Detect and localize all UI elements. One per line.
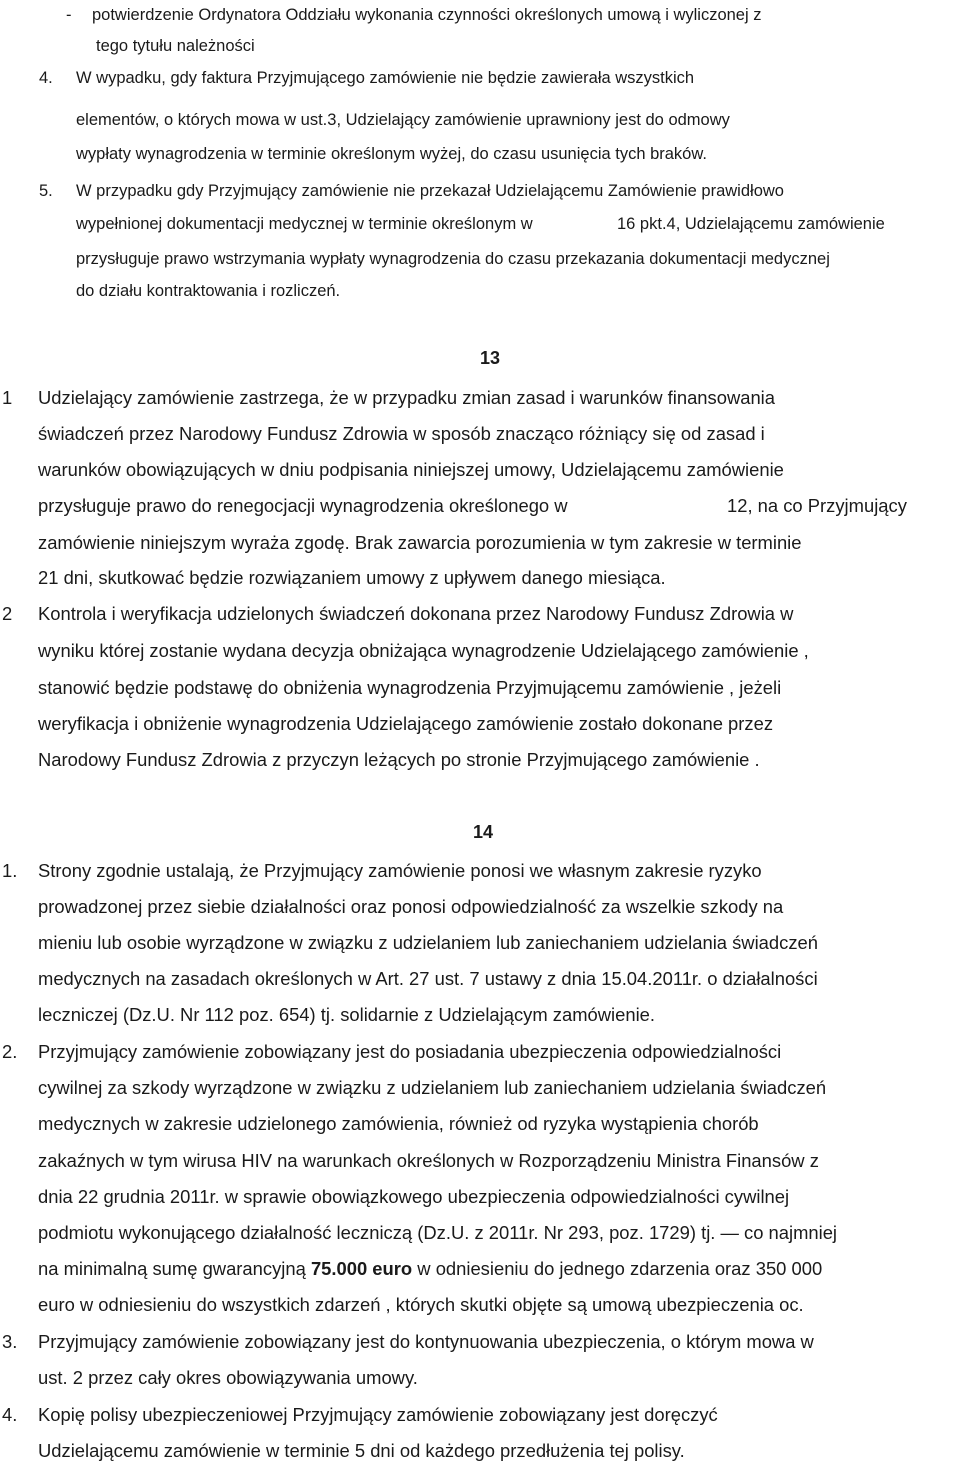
s13-item2-line-5: Narodowy Fundusz Zdrowia z przyczyn leżących po stronie Przyjmującego zamówienie .	[38, 749, 760, 770]
item5-line-4: do działu kontraktowania i rozliczeń.	[76, 282, 341, 300]
s14-item2-line-8: euro w odniesieniu do wszystkich zdarzeń , których skutki objęte są umową ubezpieczenia oc.	[38, 1294, 804, 1315]
s14-item2-line-6: podmiotu wykonującego działalność leczniczą (Dz.U. z 2011r. Nr 293, poz. 1729) tj. — co najmniej	[38, 1222, 838, 1243]
s14-item2-line-7-tail: w odniesieniu do jednego zdarzenia oraz 350 000	[417, 1258, 823, 1279]
item5-line-2-cont: 16 pkt.4, Udzielającemu zamówienie	[617, 215, 885, 233]
dash-item-line-1: potwierdzenie Ordynatora Oddziału wykonania czynności określonych umową i wyliczonej z	[92, 6, 762, 24]
s14-item2-line-5: dnia 22 grudnia 2011r. w sprawie obowiązkowego ubezpieczenia odpowiedzialności cywilnej	[38, 1186, 790, 1207]
s14-item4-line-1: Kopię polisy ubezpieczeniowej Przyjmujący zamówienie zobowiązany jest doręczyć	[38, 1404, 718, 1425]
s13-item2-number: 2	[2, 603, 13, 624]
dash-marker: -	[66, 6, 72, 24]
item5-number: 5.	[39, 182, 53, 200]
item4-line-1: W wypadku, gdy faktura Przyjmującego zamówienie nie będzie zawierała wszystkich	[76, 69, 695, 87]
s13-item1-line-6: 21 dni, skutkować będzie rozwiązaniem umowy z upływem danego miesiąca.	[38, 567, 666, 588]
s13-item1-line-3: warunków obowiązujących w dniu podpisania niniejszej umowy, Udzielającemu zamówienie	[38, 459, 784, 480]
s14-item2-line-4: zakaźnych w tym wirusa HIV na warunkach określonych w Rozporządzeniu Ministra Finansów z	[38, 1150, 819, 1171]
s13-item1-line-4: przysługuje prawo do renegocjacji wynagrodzenia określonego w	[38, 495, 568, 516]
s14-item2-line-2: cywilnej za szkody wyrządzone w związku z udzielaniem lub zaniechaniem udzielania świadczeń	[38, 1077, 827, 1098]
s14-item3-line-1: Przyjmujący zamówienie zobowiązany jest do kontynuowania ubezpieczenia, o którym mowa w	[38, 1331, 814, 1352]
s14-item2-line-3: medycznych w zakresie udzielonego zamówienia, również od ryzyka wystąpienia chorób	[38, 1113, 759, 1134]
item5-line-2: wypełnionej dokumentacji medycznej w terminie określonym w	[76, 215, 533, 233]
s13-item2-line-2: wyniku której zostanie wydana decyzja obniżająca wynagrodzenie Udzielającego zamówienie ,	[38, 640, 809, 661]
s14-item2-line-1: Przyjmujący zamówienie zobowiązany jest do posiadania ubezpieczenia odpowiedzialności	[38, 1041, 782, 1062]
s13-item1-line-1: Udzielający zamówienie zastrzega, że w przypadku zmian zasad i warunków finansowania	[38, 387, 775, 408]
guarantee-amount: 75.000 euro	[310, 1258, 413, 1279]
s13-item2-line-1: Kontrola i weryfikacja udzielonych świadczeń dokonana przez Narodowy Fundusz Zdrowia w	[38, 603, 794, 624]
section-14-heading: 14	[473, 822, 494, 842]
item5-line-3: przysługuje prawo wstrzymania wypłaty wynagrodzenia do czasu przekazania dokumentacji medycznej	[76, 250, 830, 268]
item5-line-1: W przypadku gdy Przyjmujący zamówienie nie przekazał Udzielającemu Zamówienie prawidłowo	[76, 182, 784, 200]
s14-item2-number: 2.	[2, 1041, 18, 1062]
item4-line-2: elementów, o których mowa w ust.3, Udzielający zamówienie uprawniony jest do odmowy	[76, 111, 730, 129]
s14-item1-line-4: medycznych na zasadach określonych w Art. 27 ust. 7 ustawy z dnia 15.04.2011r. o działalności	[38, 968, 818, 989]
s13-item2-line-3: stanowić będzie podstawę do obniżenia wynagrodzenia Przyjmującemu zamówienie , jeżeli	[38, 677, 782, 698]
s13-item1-line-4-cont: 12, na co Przyjmujący	[727, 495, 907, 516]
s14-item2-line-7-text: na minimalną sumę gwarancyjną	[38, 1258, 306, 1279]
s13-item2-line-4: weryfikacja i obniżenie wynagrodzenia Udzielającego zamówienie zostało dokonane przez	[38, 713, 774, 734]
s14-item1-number: 1.	[2, 860, 18, 881]
s14-item2-line-7	[38, 1258, 822, 1280]
s14-item1-line-5: leczniczej (Dz.U. Nr 112 poz. 654) tj. solidarnie z Udzielającym zamówienie.	[38, 1004, 656, 1025]
s14-item3-number: 3.	[2, 1331, 18, 1352]
s14-item1-line-2: prowadzonej przez siebie działalności oraz ponosi odpowiedzialność za wszelkie szkody na	[38, 896, 784, 917]
s13-item1-number: 1	[2, 387, 13, 408]
item4-line-3: wypłaty wynagrodzenia w terminie określonym wyżej, do czasu usunięcia tych braków.	[76, 145, 707, 163]
s13-item1-line-5: zamówienie niniejszym wyraża zgodę. Brak zawarcia porozumienia w tym zakresie w terminie	[38, 532, 802, 553]
s13-item1-line-2: świadczeń przez Narodowy Fundusz Zdrowia w sposób znacząco różniący się od zasad i	[38, 423, 765, 444]
s14-item4-line-2: Udzielającemu zamówienie w terminie 5 dni od każdego przedłużenia tej polisy.	[38, 1440, 685, 1461]
s14-item3-line-2: ust. 2 przez cały okres obowiązywania umowy.	[38, 1367, 418, 1388]
s14-item4-number: 4.	[2, 1404, 18, 1425]
item4-number: 4.	[39, 69, 53, 87]
s14-item1-line-3: mieniu lub osobie wyrządzone w związku z udzielaniem lub zaniechaniem udzielania świadczeń	[38, 932, 818, 953]
dash-item-line-2: tego tytułu należności	[96, 37, 255, 55]
section-13-heading: 13	[480, 348, 501, 368]
s14-item1-line-1: Strony zgodnie ustalają, że Przyjmujący zamówienie ponosi we własnym zakresie ryzyko	[38, 860, 762, 881]
